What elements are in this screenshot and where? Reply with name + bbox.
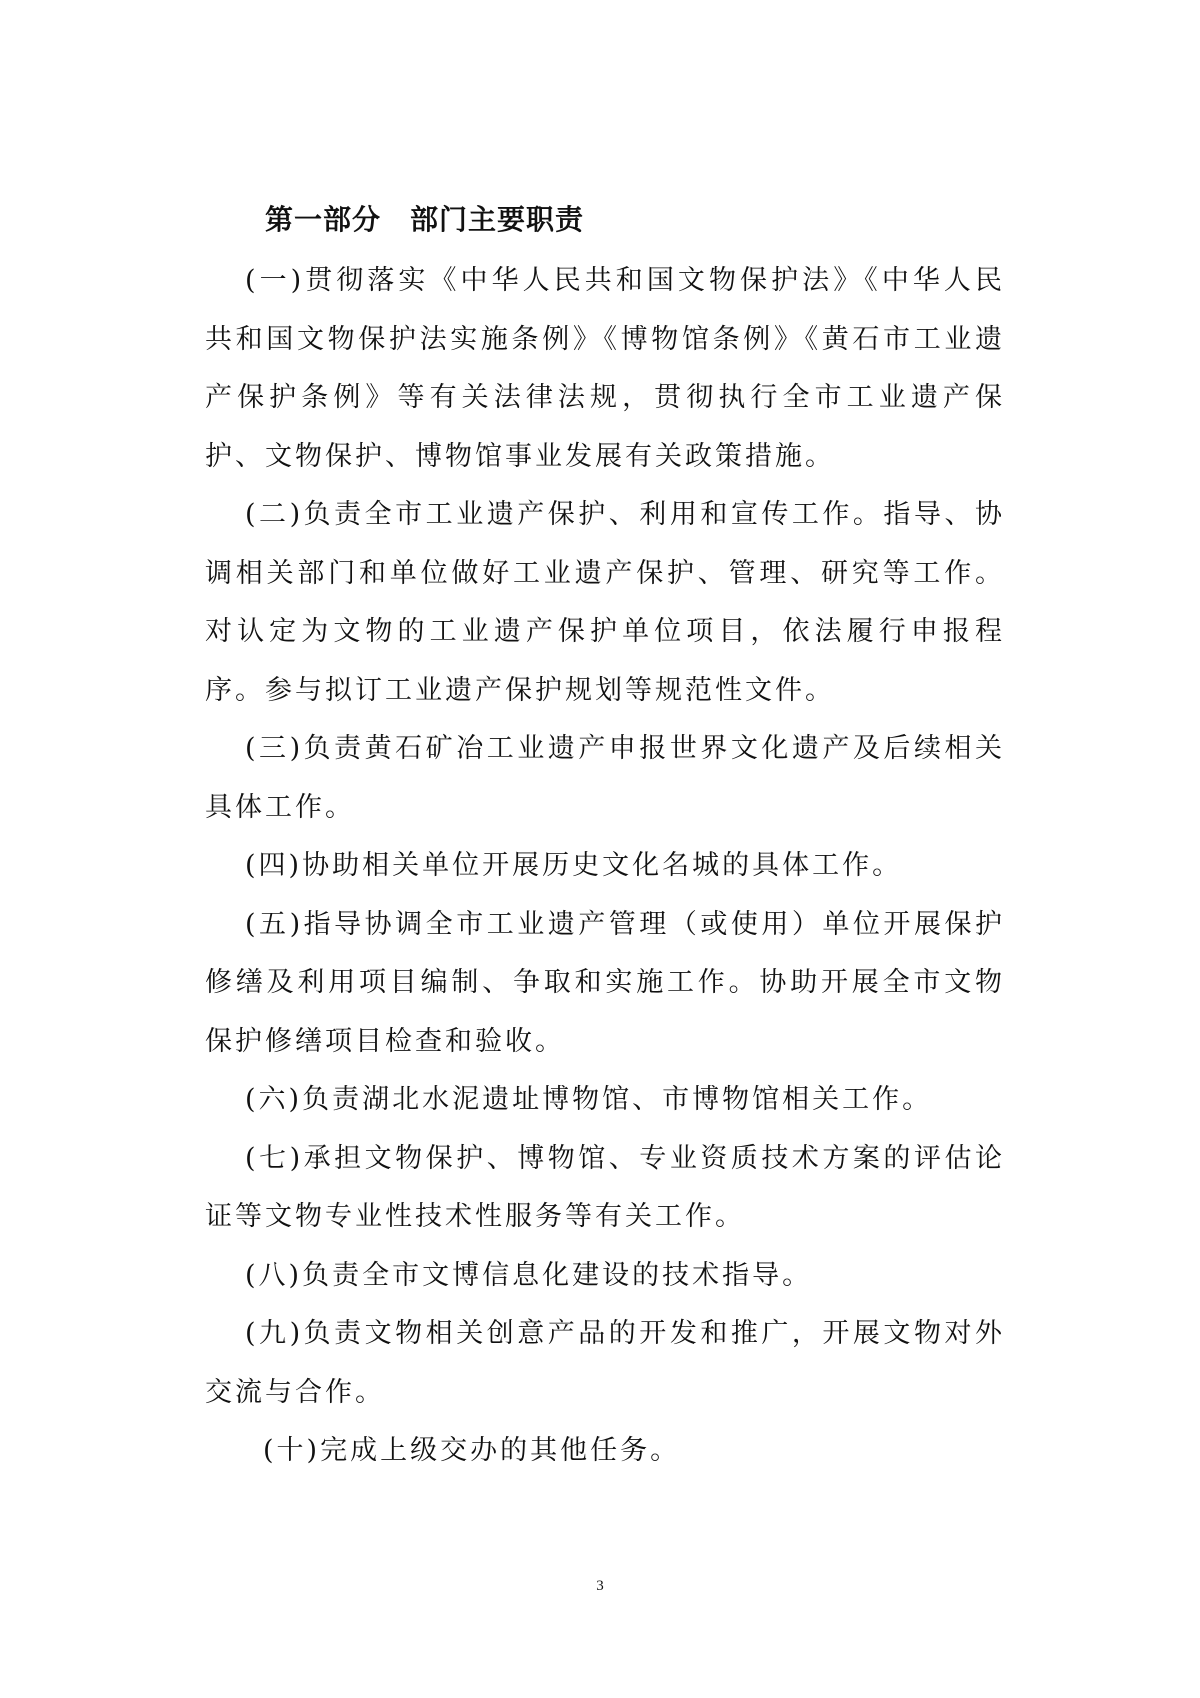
- duty-paragraph-10: (十)完成上级交办的其他任务。: [263, 1435, 681, 1466]
- duty-paragraph-2: (二)负责全市工业遗产保护、利用和宣传工作。指导、协调相关部门和单位做好工业遗产保护、管理、研究等工作。对认定为文物的工业遗产保护单位项目，依法履行申报程序。参与拟订工业遗产保护规划等规范性文件。: [205, 499, 1005, 706]
- duty-paragraph-3: (三)负责黄石矿冶工业遗产申报世界文化遗产及后续相关具体工作。: [205, 733, 1005, 823]
- duty-paragraph-9: (九)负责文物相关创意产品的开发和推广，开展文物对外交流与合作。: [205, 1318, 1005, 1408]
- page-number: 3: [596, 1578, 604, 1594]
- duty-paragraph-6: (六)负责湖北水泥遗址博物馆、市博物馆相关工作。: [245, 1084, 933, 1115]
- duty-paragraph-8: (八)负责全市文博信息化建设的技术指导。: [245, 1259, 813, 1291]
- duty-paragraph-4: (四)协助相关单位开展历史文化名城的具体工作。: [245, 850, 903, 881]
- page-content: [205, 192, 1005, 1481]
- duty-paragraph-5: (五)指导协调全市工业遗产管理（或使用）单位开展保护修缮及利用项目编制、争取和实施工作。协助开展全市文物保护修缮项目检查和验收。: [205, 908, 1005, 1057]
- section-title: 第一部分 部门主要职责: [265, 203, 585, 236]
- duty-paragraph-7: (七)承担文物保护、博物馆、专业资质技术方案的评估论证等文物专业性技术性服务等有关工作。: [205, 1142, 1005, 1232]
- duty-paragraph-1: (一)贯彻落实《中华人民共和国文物保护法》《中华人民共和国文物保护法实施条例》《博物馆条例》《黄石市工业遗产保护条例》等有关法律法规，贯彻执行全市工业遗产保护、文物保护、博物馆事业发展有关政策措施。: [205, 265, 1005, 472]
